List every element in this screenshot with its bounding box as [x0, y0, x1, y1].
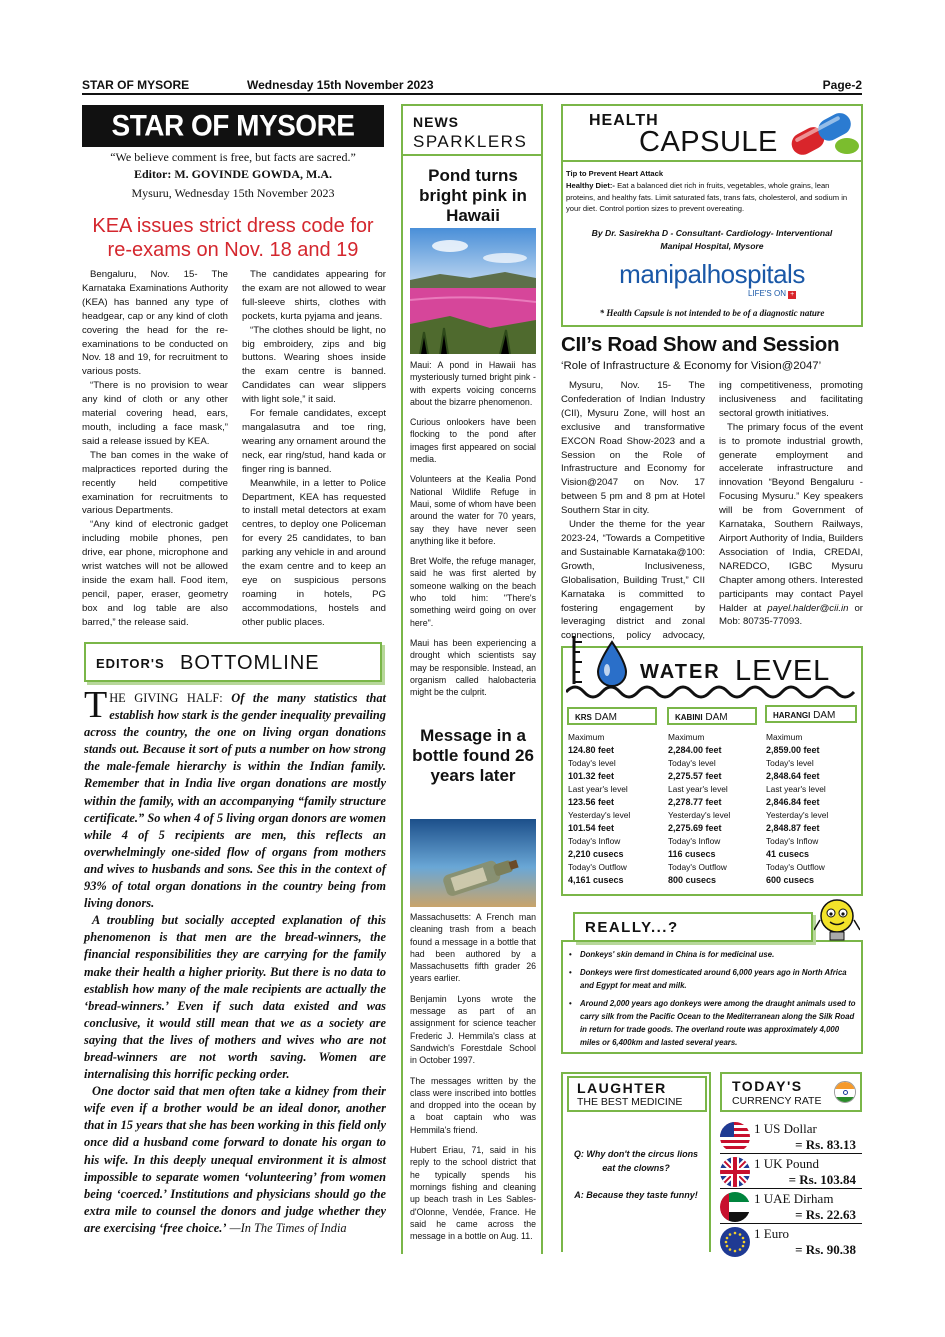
krs-readings [568, 731, 660, 887]
sparklers-paragraph: Massachusetts: A French man cleaning trash from a beach found a message in a bottle that had been authored by a Massachusetts fifth grader 26 years earlier. [410, 912, 536, 984]
bottle-photo [410, 819, 536, 907]
health-disclaimer: * Health Capsule is not intended to be of a diagnostic nature [599, 308, 825, 318]
reading-value: 116 cusecs [668, 849, 716, 859]
reading-label: Today's level [568, 758, 616, 768]
sparklers-paragraph: Bret Wolfe, the refuge manager, said he was first alerted by someone walking on the beach who told him: "There's something weird going on over here". [410, 556, 536, 628]
currency-unit: 1 UK Pound [754, 1156, 820, 1171]
sparklers-paragraph: Maui: A pond in Hawaii has mysteriously turned bright pink - with experts voicing concerns about the bizarre phenomenon. [410, 360, 536, 407]
harangi-readings [766, 731, 858, 887]
really-item-text: Around 2,000 years ago donkeys were among the draught animals used to carry silk from the Pacific Ocean to the Mediterranean along the Silk Road in return for trade goods. The overland route was approximately 4,000 miles or 6,400km and lasted several years. [580, 999, 856, 1047]
reading-value: 2,859.00 feet [766, 745, 820, 755]
really-item-text: Donkeys' skin demand in China is for medicinal use. [580, 950, 775, 959]
sparklers-paragraph: Volunteers at the Kealia Pond National Wildlife Refuge in Maui, some of whom have been around the water for 70 years, say they have never seen anything like it before. [410, 474, 536, 546]
cii-paragraph: Under the theme for the year 2023-24, “Towards a Competitive and Sustainable Karnataka@100: Growth, Inclusiveness, Globalisation, Building Trust,” CII Karnataka is committed to fostering engagement by leveraging district and zonal connections, policy advocacy, [561, 519, 705, 642]
cii-column-1 [561, 379, 705, 657]
sparklers-paragraph: Hubert Eriau, 71, said in his reply to the school district that he typically spends his mornings fishing and cleaning up beach trash in Les Sables-d'Olonne, Vendée, France. He said he came across the message in a bottle on Aug. 11. [410, 1145, 536, 1242]
currency-value: = Rs. 83.13 [795, 1137, 856, 1152]
cii-paragraph: ing competitiveness, promoting inclusiveness and facilitating sectoral growth initiatives. [719, 380, 863, 419]
really-label-box [573, 912, 813, 942]
reading-label: Maximum [568, 732, 605, 742]
health-byline [566, 227, 858, 253]
bullet-icon: • [569, 968, 572, 977]
currency-label-box [720, 1072, 862, 1112]
kea-paragraph: “The clothes should be light, no big embroidery, zips and big buttons. Wearing shoes inside the exam centre is banned. Candidates can wear slippers with light sole,” it said. [242, 324, 386, 406]
masthead-editor: Editor: M. GOVINDE GOWDA, M.A. [134, 167, 332, 181]
bullet-icon: • [569, 950, 572, 959]
health-label-box [561, 104, 863, 162]
header-paper-name: STAR OF MYSORE [82, 78, 190, 92]
editorial-label-bold: EDITOR'S [96, 656, 165, 671]
kea-paragraph: For female candidates, except mangalasutra and toe ring, wearing any ornament around the neck, ear ring/stud, hand kada or finger ring is banned. [242, 408, 386, 475]
cii-email: payel.halder@cii.in [767, 602, 849, 614]
editorial-body [84, 684, 386, 1237]
page-header [82, 78, 862, 95]
kea-paragraph: Bengaluru, Nov. 15- The Karnataka Examinations Authority (KEA) has banned any type of headgear, cap or any kind of cloth covering the head for the re-examinations to be conducted on Nov. 18 and 19, for recruitment to various posts. [82, 269, 228, 378]
reading-label: Today's Inflow [766, 836, 819, 846]
manipal-logo-tagline [748, 289, 796, 299]
laughter-label-box [567, 1076, 707, 1112]
dam-suffix: DAM [705, 712, 728, 723]
sparklers-label: SPARKLERS [413, 132, 528, 151]
reading-label: Maximum [668, 732, 705, 742]
really-item [569, 997, 858, 1049]
uk-flag-icon [720, 1157, 750, 1187]
joke-answer: A: Because they taste funny! [574, 1190, 698, 1200]
kea-paragraph: The ban comes in the wake of malpractices reported during the recently held competitive examination for recruitments to various Departments. [82, 449, 228, 517]
harangi-dam-tab [765, 705, 857, 723]
reading-value: 2,210 cusecs [568, 849, 624, 859]
cii-contact: or Mob: 80735-77093. [719, 602, 863, 628]
editorial-paragraph: One doctor said that men often take a kidney from their wife even if a brother would be an ideal donor, another that in 15 years that she has been working in this field only once did a husband come forward to donate his organ to his wife. In this deeply unequal environment it is almost impossible to separate women ‘volunteering’ from women being ‘coerced.’ Institutions and physicians should go the extra mile to counsel the donors and judge whether they are exercising ‘free choice.’ [84, 1084, 386, 1235]
india-flag-icon [834, 1081, 856, 1103]
sparklers-paragraph: The messages written by the class were inscribed into bottles and dropped into the ocean by a boat captain who was Hemmila's friend. [410, 1075, 536, 1135]
reading-label: Today's level [766, 758, 814, 768]
kea-column-2 [242, 268, 386, 630]
pink-pond-photo [410, 228, 536, 354]
health-tip-text: Eat a balanced diet rich in fruits, vegetables, whole grains, lean proteins, and healthy fats. Limit saturated fats, trans fats, cholesterol, and sodium in your diet. Control portion sizes to prevent overeating. [566, 181, 848, 214]
dam-suffix: DAM [813, 710, 836, 721]
kea-headline: KEA issues strict dress code for re-exams on Nov. 18 and 19 [92, 215, 374, 261]
header-page-number: Page-2 [822, 78, 862, 92]
really-list [569, 948, 858, 1049]
sparklers-story2-body [410, 911, 536, 1242]
currency-sub: CURRENCY RATE [732, 1095, 822, 1107]
health-hospital: Manipal Hospital, Mysore [660, 241, 764, 251]
editorial-source: —In The Times of India [229, 1220, 347, 1235]
sparklers-paragraph: Benjamin Lyons wrote the message as part of an assignment for science teacher Frederic J. Hemmila's class at Sandwich's Forestdale School in October 1997. [410, 993, 536, 1066]
reading-label: Today's Outflow [568, 862, 627, 872]
currency-list [720, 1120, 862, 1257]
currency-unit: 1 UAE Dirham [754, 1191, 834, 1206]
sparklers-story1-headline: Pond turns bright pink in Hawaii [419, 166, 527, 225]
dam-name: HARANGI [773, 711, 811, 720]
dam-name: KABINI [675, 713, 703, 722]
reading-label: Last year's level [668, 784, 728, 794]
water-label-bold: WATER [640, 661, 721, 683]
cii-paragraph: Mysuru, Nov. 15- The Confederation of Indian Industry (CII), Mysuru Zone, will host an exclusive and transformative EXCON Road Show-2023 and a Session on the Role of Infrastructure and Economy for Vision@2047 on Nov. 17 between 5 pm and 8 pm at Hotel Southern Star in city. [561, 380, 705, 517]
kea-paragraph: The candidates appearing for the exam are not allowed to wear full-sleeve shirts, clothes with pockets, kurta pyjama and jeans. [242, 269, 386, 322]
kabini-dam-tab [667, 707, 757, 725]
masthead-motto: “We believe comment is free, but facts are sacred.” [110, 150, 356, 164]
kea-column-1 [82, 268, 228, 630]
currency-value: = Rs. 90.38 [795, 1242, 856, 1257]
editorial-dropcap: T [84, 684, 108, 726]
reading-label: Today's Outflow [766, 862, 825, 872]
currency-unit: 1 Euro [754, 1226, 790, 1241]
dam-name: KRS [575, 713, 592, 722]
reading-value: 124.80 feet [568, 745, 615, 755]
reading-value: 2,275.57 feet [668, 771, 722, 781]
health-divider [561, 325, 863, 327]
plus-icon: + [790, 291, 795, 298]
water-label: LEVEL [735, 655, 831, 687]
sparklers-story2-headline: Message in a bottle found 26 years later [412, 726, 534, 785]
currency-row-eur [720, 1225, 862, 1259]
health-label: CAPSULE [639, 126, 778, 158]
reading-label: Maximum [766, 732, 803, 742]
reading-value: 2,848.87 feet [766, 823, 820, 833]
editorial-paragraph: Of the many statistics that establish how stark is the gender inequality prevailing across the country, the one on living organ donations stands out. Because it sort of puts a number on how strong the male-female hierarchy is within the Indian family. Remember that in India live organ donations are mostly within the family, with an accompanying “family structure certificate.” So when 4 of 5 living organ donors are women while 4 of 5 recipients are men, this reflects an overwhelmingly one-sided flow of organs from mothers and wives to husbands and sons. See this in the context of 93% of total organ donations in the country being from living donors. [84, 691, 386, 911]
really-label: REALLY...? [585, 919, 679, 936]
sparklers-label-box [401, 104, 543, 156]
capsule-icon [783, 106, 863, 160]
reading-value: 101.32 feet [568, 771, 615, 781]
currency-row-gbp [720, 1155, 862, 1189]
reading-label: Today's level [668, 758, 716, 768]
us-flag-icon [720, 1122, 750, 1152]
currency-row-usd [720, 1120, 862, 1154]
uae-flag-icon [720, 1192, 750, 1222]
sparklers-story1-body [410, 359, 536, 698]
masthead-logo: STAR OF MYSORE [82, 105, 384, 147]
reading-value: 2,846.84 feet [766, 797, 820, 807]
reading-value: 41 cusecs [766, 849, 810, 859]
reading-label: Yesterday's level [568, 810, 631, 820]
krs-dam-tab [567, 707, 657, 725]
reading-value: 600 cusecs [766, 875, 815, 885]
editorial-paragraph: A troubling but socially accepted explanation of this phenomenon is that men are the bread-winners, the financial responsibilities they are carrying for the family make their health a higher priority. But there is no data to establish how many of the male recipients are actually the ‘bread-winners.’ Even if such data existed and was conclusive, it would still mean that we as a society are saying that the lives of mothers and wives who are not bread-winners are not worth saving. Women are internalising this horrific pecking order. [84, 913, 386, 1082]
currency-label: TODAY'S [732, 1078, 803, 1094]
kea-paragraph: “There is no provision to wear any kind of cloth or any other material covering head, ears, mouth, including a face mask,” said a release issued by KEA. [82, 380, 228, 447]
cii-subhead: ‘Role of Infrastructure & Economy for Vision@2047’ [561, 360, 822, 372]
header-date: Wednesday 15th November 2023 [247, 78, 434, 92]
sparklers-paragraph: Curious onlookers have been flocking to the pond after images first appeared on social media. [410, 417, 536, 465]
editorial-label-box [84, 642, 382, 682]
health-label-bold: HEALTH [589, 112, 659, 129]
laughter-label: LAUGHTER [577, 1080, 667, 1096]
dam-suffix: DAM [594, 712, 617, 723]
kea-paragraph: Meanwhile, in a letter to Police Department, KEA has requested to install metal detectors at exam centres, to deploy one Policeman for every 25 candidates, to ban parking any vehicle in and around the exam centre and to keep an eye on suspicious persons roaming in hotels, PG accommodations, hostels and other public places. [242, 477, 386, 628]
really-item [569, 948, 858, 961]
joke-question: Q: Why don't the circus lions eat the clowns? [573, 1149, 699, 1173]
currency-unit: 1 US Dollar [754, 1121, 817, 1136]
cii-headline: CII’s Road Show and Session [561, 333, 840, 356]
reading-value: 4,161 cusecs [568, 875, 624, 885]
health-doctor: By Dr. Sasirekha D - Consultant- Cardiology- Interventional [591, 228, 833, 238]
reading-value: 2,284.00 feet [668, 745, 722, 755]
reading-value: 2,848.64 feet [766, 771, 820, 781]
laughter-sub: THE BEST MEDICINE [577, 1096, 683, 1108]
reading-label: Today's Outflow [668, 862, 727, 872]
reading-label: Yesterday's level [766, 810, 829, 820]
reading-label: Last year's level [568, 784, 628, 794]
manipal-logo: manipalhospitals [619, 259, 805, 289]
currency-value: = Rs. 103.84 [788, 1172, 856, 1187]
reading-label: Yesterday's level [668, 810, 731, 820]
reading-value: 2,278.77 feet [668, 797, 722, 807]
editorial-lead: HE GIVING HALF: [109, 691, 223, 705]
really-item [569, 966, 858, 992]
masthead-dateline: Mysuru, Wednesday 15th November 2023 [131, 186, 335, 200]
really-item-text: Donkeys were first domesticated around 6,000 years ago in North Africa and Egypt for meat and milk. [580, 968, 847, 990]
editorial-label: BOTTOMLINE [180, 652, 320, 674]
reading-value: 800 cusecs [668, 875, 717, 885]
eu-flag-icon [720, 1227, 750, 1257]
kabini-readings [668, 731, 760, 887]
manipal-tagline-text: LIFE'S ON [748, 289, 786, 298]
health-tip [566, 180, 858, 215]
sparklers-paragraph: Maui has been experiencing a drought which scientists say may be responsible. Instead, an organism called halobacteria might be the culprit. [410, 637, 536, 698]
bullet-icon: • [569, 999, 572, 1008]
reading-value: 2,275.69 feet [668, 823, 722, 833]
health-tip-title: Tip to Prevent Heart Attack [566, 169, 664, 178]
reading-label: Last year's level [766, 784, 826, 794]
health-tip-lead: Healthy Diet:- [566, 181, 615, 190]
reading-label: Today's Inflow [668, 836, 721, 846]
currency-row-aed [720, 1190, 862, 1224]
reading-value: 101.54 feet [568, 823, 615, 833]
currency-value: = Rs. 22.63 [795, 1207, 856, 1222]
kea-paragraph: “Any kind of electronic gadget including mobile phones, pen drive, ear phone, microphone and wrist watches will not be allowed inside the exam hall. Food item, pencil, paper, eraser, geometry box and log table are also barred,” the release said. [82, 519, 228, 628]
lightbulb-icon [814, 896, 860, 946]
reading-value: 123.56 feet [568, 797, 615, 807]
reading-label: Today's Inflow [568, 836, 621, 846]
cii-column-2 [719, 379, 863, 629]
sparklers-label-bold: NEWS [413, 114, 459, 130]
cii-paragraph: The primary focus of the event is to promote industrial growth, generate employment and accelerate infrastructure and innovation “Beyond Bengaluru - Focusing Mysuru.” Key speakers will be from Government of Karnataka, Southern Railways, Airport Authority of India, Builders Association of India, CREDAI, NAREDCO, IGBC Mysuru Chapter among others. Interested participants may contact Payel Halder at [719, 421, 863, 614]
